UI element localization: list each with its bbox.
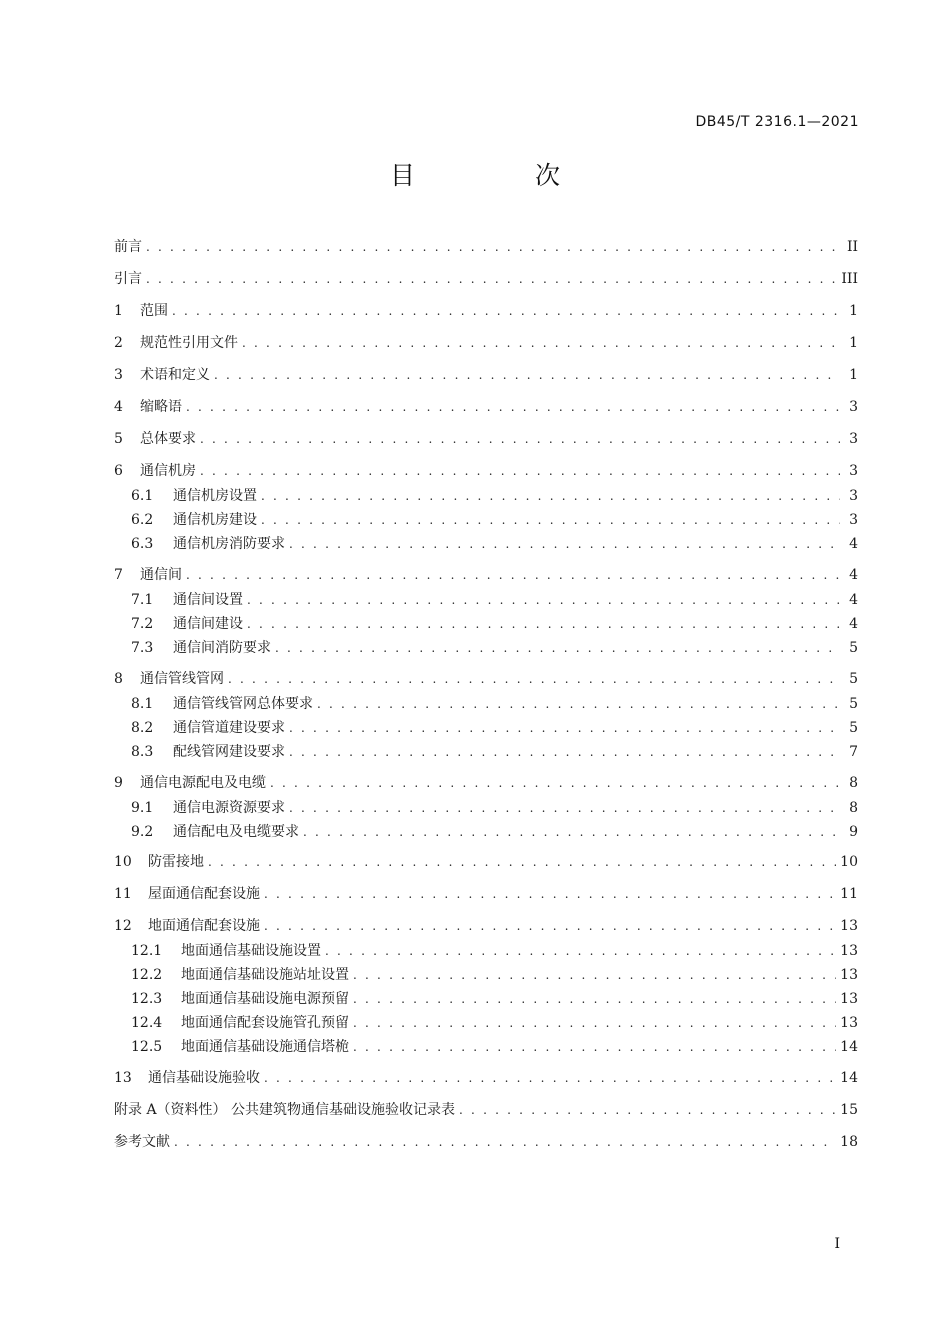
toc-entry-number: 8 bbox=[114, 671, 123, 687]
toc-entry[interactable] bbox=[114, 916, 858, 936]
toc-entry[interactable] bbox=[131, 798, 858, 818]
toc-entry-title: 屋面通信配套设施 bbox=[148, 886, 260, 902]
toc-entry-number: 13 bbox=[114, 1070, 132, 1086]
toc-entry[interactable] bbox=[114, 773, 858, 793]
toc-entry[interactable] bbox=[114, 669, 858, 689]
toc-dot-leader bbox=[353, 1013, 836, 1033]
toc-entry-page: 8 bbox=[849, 775, 858, 791]
toc-entry-page: 7 bbox=[849, 744, 858, 760]
toc-entry-number: 2 bbox=[114, 335, 123, 351]
toc-entry[interactable] bbox=[131, 822, 858, 842]
toc-entry-title: 缩略语 bbox=[140, 399, 182, 415]
toc-entry-page: 5 bbox=[849, 640, 858, 656]
toc-entry[interactable] bbox=[114, 1100, 858, 1120]
toc-entry-title: 防雷接地 bbox=[148, 854, 204, 870]
toc-entry-page: 13 bbox=[840, 918, 858, 934]
toc-entry-page: 14 bbox=[840, 1039, 858, 1055]
toc-dot-leader bbox=[289, 798, 840, 818]
toc-entry[interactable] bbox=[114, 301, 858, 321]
toc-dot-leader bbox=[228, 669, 840, 689]
toc-entry-page: 4 bbox=[849, 592, 858, 608]
toc-entry-title: 通信机房消防要求 bbox=[173, 536, 285, 552]
toc-entry[interactable] bbox=[114, 565, 858, 585]
toc-entry-number: 12.5 bbox=[131, 1039, 163, 1055]
toc-entry-title: 参考文献 bbox=[114, 1134, 170, 1150]
toc-entry-page: 15 bbox=[840, 1102, 858, 1118]
toc-entry[interactable] bbox=[114, 429, 858, 449]
toc-entry-title: 地面通信基础设施电源预留 bbox=[181, 991, 349, 1007]
toc-dot-leader bbox=[289, 534, 840, 554]
toc-entry-page: II bbox=[846, 239, 858, 255]
toc-dot-leader bbox=[186, 565, 840, 585]
toc-entry-number: 8.1 bbox=[131, 696, 154, 712]
toc-entry-page: 3 bbox=[849, 399, 858, 415]
toc-entry-title: 规范性引用文件 bbox=[140, 335, 238, 351]
toc-entry-title: 通信间 bbox=[140, 567, 182, 583]
toc-entry-number: 12.3 bbox=[131, 991, 163, 1007]
toc-entry-title: 通信机房设置 bbox=[173, 488, 257, 504]
toc-entry[interactable] bbox=[114, 333, 858, 353]
toc-entry-title: 通信电源配电及电缆 bbox=[140, 775, 266, 791]
toc-dot-leader bbox=[353, 1037, 836, 1057]
toc-entry-number: 7.1 bbox=[131, 592, 154, 608]
toc-entry-title: 通信管线管网总体要求 bbox=[173, 696, 313, 712]
toc-dot-leader bbox=[200, 461, 840, 481]
toc-entry-page: 1 bbox=[849, 335, 858, 351]
toc-entry[interactable] bbox=[114, 1132, 858, 1152]
toc-entry-number: 9.2 bbox=[131, 824, 154, 840]
toc-entry-page: 14 bbox=[840, 1070, 858, 1086]
toc-entry-number: 7.3 bbox=[131, 640, 154, 656]
toc-entry[interactable] bbox=[131, 1037, 858, 1057]
toc-entry-number: 6.3 bbox=[131, 536, 154, 552]
toc-entry-page: 13 bbox=[840, 967, 858, 983]
toc-entry[interactable] bbox=[114, 237, 858, 257]
toc-entry[interactable] bbox=[131, 534, 858, 554]
toc-entry-number: 6.2 bbox=[131, 512, 154, 528]
toc-entry-page: III bbox=[841, 271, 858, 287]
toc-entry[interactable] bbox=[131, 742, 858, 762]
toc-entry-title: 术语和定义 bbox=[140, 367, 210, 383]
toc-entry-title: 通信配电及电缆要求 bbox=[173, 824, 299, 840]
toc-entry[interactable] bbox=[131, 694, 858, 714]
toc-entry-page: 8 bbox=[849, 800, 858, 816]
toc-entry[interactable] bbox=[131, 638, 858, 658]
toc-entry[interactable] bbox=[114, 269, 858, 289]
toc-dot-leader bbox=[146, 237, 840, 257]
toc-entry-title: 通信机房 bbox=[140, 463, 196, 479]
toc-entry-title: 地面通信配套设施 bbox=[148, 918, 260, 934]
toc-entry-title: 地面通信基础设施通信塔桅 bbox=[181, 1039, 349, 1055]
toc-dot-leader bbox=[242, 333, 840, 353]
toc-entry-number: 6.1 bbox=[131, 488, 154, 504]
toc-dot-leader bbox=[186, 397, 840, 417]
toc-entry[interactable] bbox=[131, 965, 858, 985]
toc-entry-number: 8.2 bbox=[131, 720, 154, 736]
toc-entry-number: 12.1 bbox=[131, 943, 163, 959]
toc-entry[interactable] bbox=[114, 397, 858, 417]
toc-entry[interactable] bbox=[131, 510, 858, 530]
toc-entry-title: 通信管道建设要求 bbox=[173, 720, 285, 736]
toc-dot-leader bbox=[325, 941, 836, 961]
toc-entry-title: 范围 bbox=[140, 303, 168, 319]
toc-entry-page: 1 bbox=[849, 303, 858, 319]
standard-code: DB45/T 2316.1—2021 bbox=[695, 114, 859, 130]
toc-entry[interactable] bbox=[131, 614, 858, 634]
toc-dot-leader bbox=[270, 773, 840, 793]
toc-dot-leader bbox=[214, 365, 840, 385]
toc-entry-title: 附录 A（资料性） 公共建筑物通信基础设施验收记录表 bbox=[114, 1102, 456, 1118]
toc-entry-number: 6 bbox=[114, 463, 123, 479]
toc-entry-number: 7.2 bbox=[131, 616, 154, 632]
toc-entry-page: 10 bbox=[840, 854, 858, 870]
toc-dot-leader bbox=[303, 822, 840, 842]
toc-entry-title: 通信基础设施验收 bbox=[148, 1070, 260, 1086]
toc-entry[interactable] bbox=[131, 941, 858, 961]
toc-entry[interactable] bbox=[114, 1068, 858, 1088]
toc-entry-title: 地面通信配套设施管孔预留 bbox=[181, 1015, 349, 1031]
toc-entry-number: 1 bbox=[114, 303, 123, 319]
toc-entry-page: 3 bbox=[849, 463, 858, 479]
toc-entry[interactable] bbox=[131, 590, 858, 610]
toc-entry[interactable] bbox=[114, 461, 858, 481]
toc-entry-page: 13 bbox=[840, 1015, 858, 1031]
toc-dot-leader bbox=[289, 718, 840, 738]
toc-entry-number: 12 bbox=[114, 918, 132, 934]
toc-dot-leader bbox=[289, 742, 840, 762]
toc-dot-leader bbox=[261, 510, 840, 530]
toc-entry-title: 配线管网建设要求 bbox=[173, 744, 285, 760]
toc-dot-leader bbox=[264, 884, 836, 904]
toc-dot-leader bbox=[264, 916, 836, 936]
toc-dot-leader bbox=[459, 1100, 836, 1120]
toc-dot-leader bbox=[200, 429, 840, 449]
toc-dot-leader bbox=[247, 614, 840, 634]
toc-entry[interactable] bbox=[131, 1013, 858, 1033]
toc-entry-title: 引言 bbox=[114, 271, 142, 287]
toc-entry-title: 前言 bbox=[114, 239, 142, 255]
toc-entry-page: 4 bbox=[849, 616, 858, 632]
toc-entry-title: 通信间建设 bbox=[173, 616, 243, 632]
toc-title: 目 次 bbox=[390, 161, 616, 190]
toc-entry[interactable] bbox=[114, 884, 858, 904]
toc-dot-leader bbox=[353, 989, 836, 1009]
toc-entry-number: 3 bbox=[114, 367, 123, 383]
toc-dot-leader bbox=[172, 301, 840, 321]
toc-dot-leader bbox=[146, 269, 837, 289]
toc-entry-title: 通信机房建设 bbox=[173, 512, 257, 528]
toc-entry[interactable] bbox=[131, 718, 858, 738]
toc-entry-title: 通信管线管网 bbox=[140, 671, 224, 687]
toc-entry-number: 9.1 bbox=[131, 800, 154, 816]
toc-entry-title: 地面通信基础设施设置 bbox=[181, 943, 321, 959]
toc-entry-title: 地面通信基础设施站址设置 bbox=[181, 967, 349, 983]
toc-entry[interactable] bbox=[114, 365, 858, 385]
toc-entry-page: 3 bbox=[849, 488, 858, 504]
toc-dot-leader bbox=[264, 1068, 836, 1088]
toc-entry-page: 3 bbox=[849, 512, 858, 528]
toc-entry-page: 4 bbox=[849, 567, 858, 583]
toc-entry-number: 7 bbox=[114, 567, 123, 583]
toc-entry-number: 8.3 bbox=[131, 744, 154, 760]
toc-entry[interactable] bbox=[131, 486, 858, 506]
toc-entry-page: 9 bbox=[849, 824, 858, 840]
toc-entry-number: 9 bbox=[114, 775, 123, 791]
toc-entry-number: 12.4 bbox=[131, 1015, 163, 1031]
page-number: I bbox=[834, 1236, 840, 1252]
toc-dot-leader bbox=[275, 638, 840, 658]
toc-dot-leader bbox=[208, 852, 836, 872]
toc-entry-page: 1 bbox=[849, 367, 858, 383]
toc-entry-page: 11 bbox=[840, 886, 858, 902]
toc-dot-leader bbox=[317, 694, 840, 714]
toc-entry-number: 12.2 bbox=[131, 967, 163, 983]
toc-entry-number: 4 bbox=[114, 399, 123, 415]
toc-entry-title: 通信间消防要求 bbox=[173, 640, 271, 656]
toc-entry-number: 10 bbox=[114, 854, 132, 870]
toc-entry-page: 18 bbox=[840, 1134, 858, 1150]
toc-entry-page: 4 bbox=[849, 536, 858, 552]
toc-entry-page: 13 bbox=[840, 991, 858, 1007]
toc-dot-leader bbox=[174, 1132, 836, 1152]
toc-entry-title: 通信间设置 bbox=[173, 592, 243, 608]
toc-entry-page: 13 bbox=[840, 943, 858, 959]
toc-entry-number: 5 bbox=[114, 431, 123, 447]
toc-entry-page: 5 bbox=[849, 720, 858, 736]
toc-dot-leader bbox=[247, 590, 840, 610]
toc-entry-title: 总体要求 bbox=[140, 431, 196, 447]
toc-dot-leader bbox=[261, 486, 840, 506]
toc-entry-page: 5 bbox=[849, 696, 858, 712]
toc-entry-number: 11 bbox=[114, 886, 132, 902]
toc-entry-title: 通信电源资源要求 bbox=[173, 800, 285, 816]
toc-entry-page: 3 bbox=[849, 431, 858, 447]
toc-entry-page: 5 bbox=[849, 671, 858, 687]
toc-entry[interactable] bbox=[131, 989, 858, 1009]
toc-entry[interactable] bbox=[114, 852, 858, 872]
toc-dot-leader bbox=[353, 965, 836, 985]
